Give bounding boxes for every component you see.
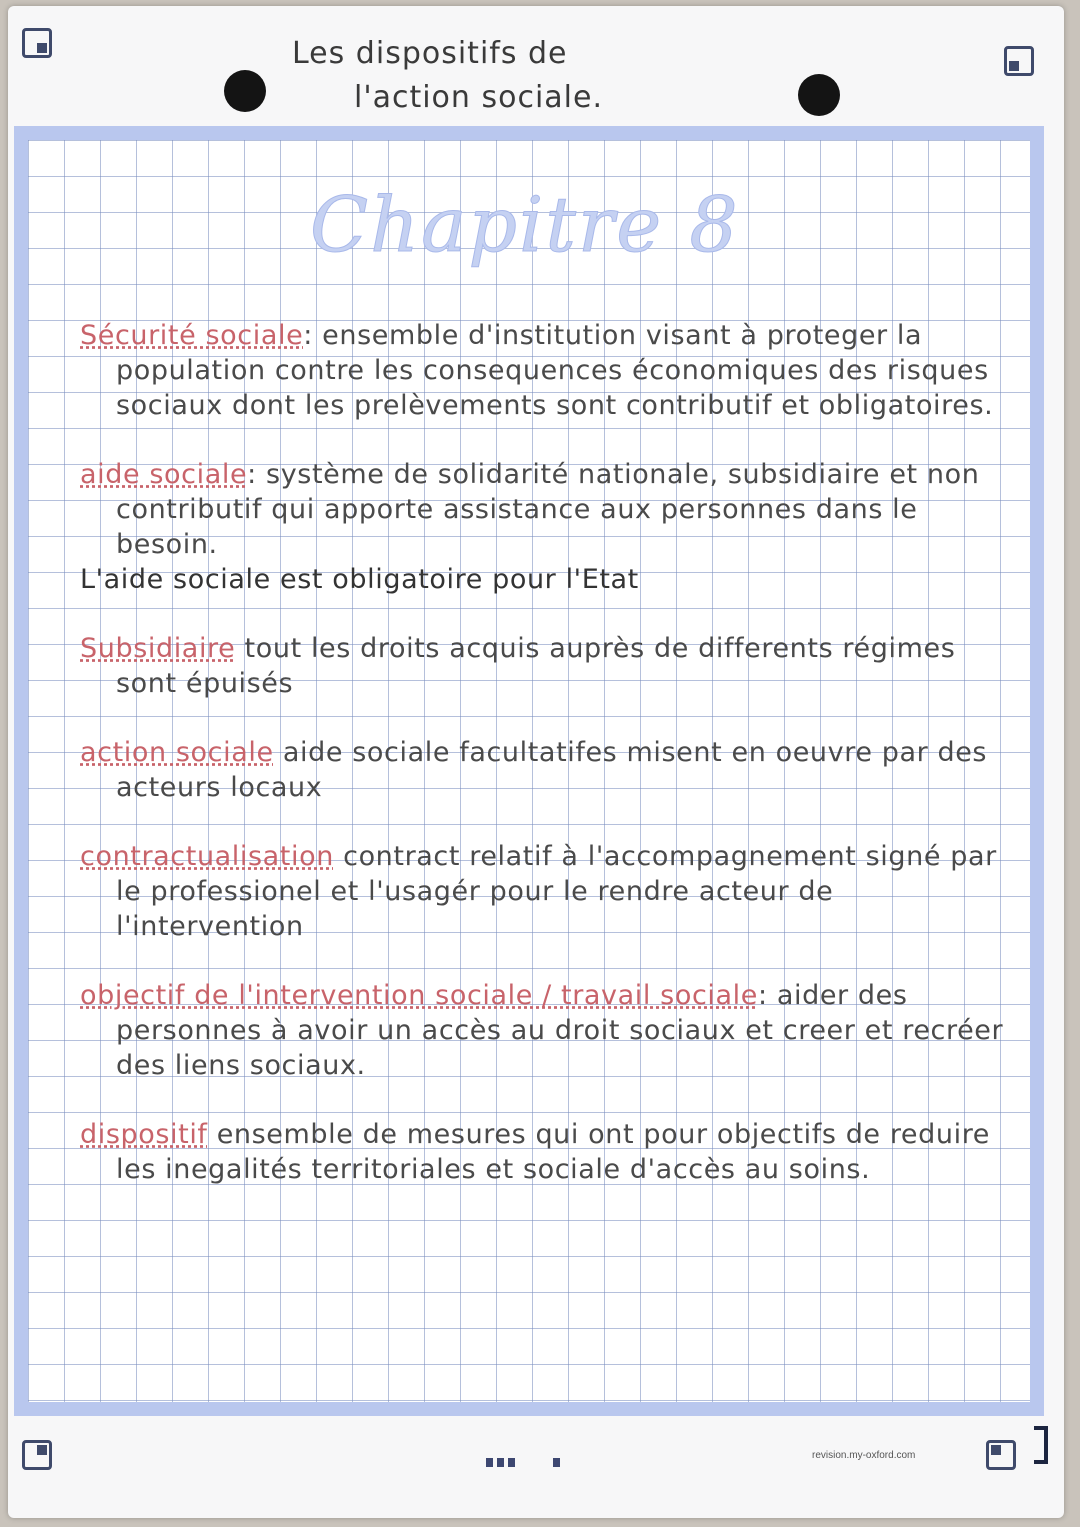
definition-text: ensemble de mesures qui ont pour objectifs de reduire les inegalités territoriales et sociale d'accès au soins. [116,1119,991,1185]
definition-entry [80,978,1020,1083]
definition-text: : ensemble d'institution visant à proteger la population contre les consequences économiques des risques sociaux dont les prelèvements sont contributif et obligatoires. [116,320,994,421]
definition-text: : système de solidarité nationale, subsidiaire et non contributif qui apporte assistance aux personnes dans le besoin. [116,459,980,560]
term: action sociale [80,737,274,768]
definition-entry [80,1117,1020,1187]
title-line-2: l'action sociale. [354,80,603,115]
definition-entry [80,318,1020,423]
corner-marker-icon [1004,46,1034,76]
note-text: L'aide sociale est obligatoire pour l'Etat [80,564,639,595]
definition-entry [80,631,1020,701]
term: Subsidiaire [80,633,236,664]
footer-url: revision.my-oxford.com [812,1450,916,1461]
punch-hole [798,74,840,116]
corner-marker-icon [22,28,52,58]
term: aide sociale [80,459,248,490]
corner-marker-icon [986,1440,1016,1470]
term: Sécurité sociale [80,320,304,351]
definition-entry [80,735,1020,805]
term: objectif de l'intervention sociale / travail sociale [80,980,758,1011]
definition-text: tout les droits acquis auprès de differents régimes sont épuisés [116,633,956,699]
title-line-1: Les dispositifs de [292,36,568,71]
punch-hole [224,70,266,112]
definition-text: aide sociale facultatifes misent en oeuvre par des acteurs locaux [116,737,988,803]
term: contractualisation [80,841,334,872]
corner-marker-icon [22,1440,52,1470]
term: dispositif [80,1119,208,1150]
definition-entry [80,839,1020,944]
page-marker-icon [486,1452,564,1471]
definition-text: : aider des personnes à avoir un accès au droit sociaux et creer et recréer des liens sociaux. [116,980,1004,1081]
edge-bracket-icon [1034,1426,1048,1464]
page-title [292,32,712,120]
chapter-heading: Chapitre 8 [310,180,740,269]
definition-text: contract relatif à l'accompagnement signé par le professionel et l'usagér pour le rendre acteur de l'intervention [116,841,997,942]
definitions-list [80,318,1020,1221]
definition-entry [80,457,1020,597]
